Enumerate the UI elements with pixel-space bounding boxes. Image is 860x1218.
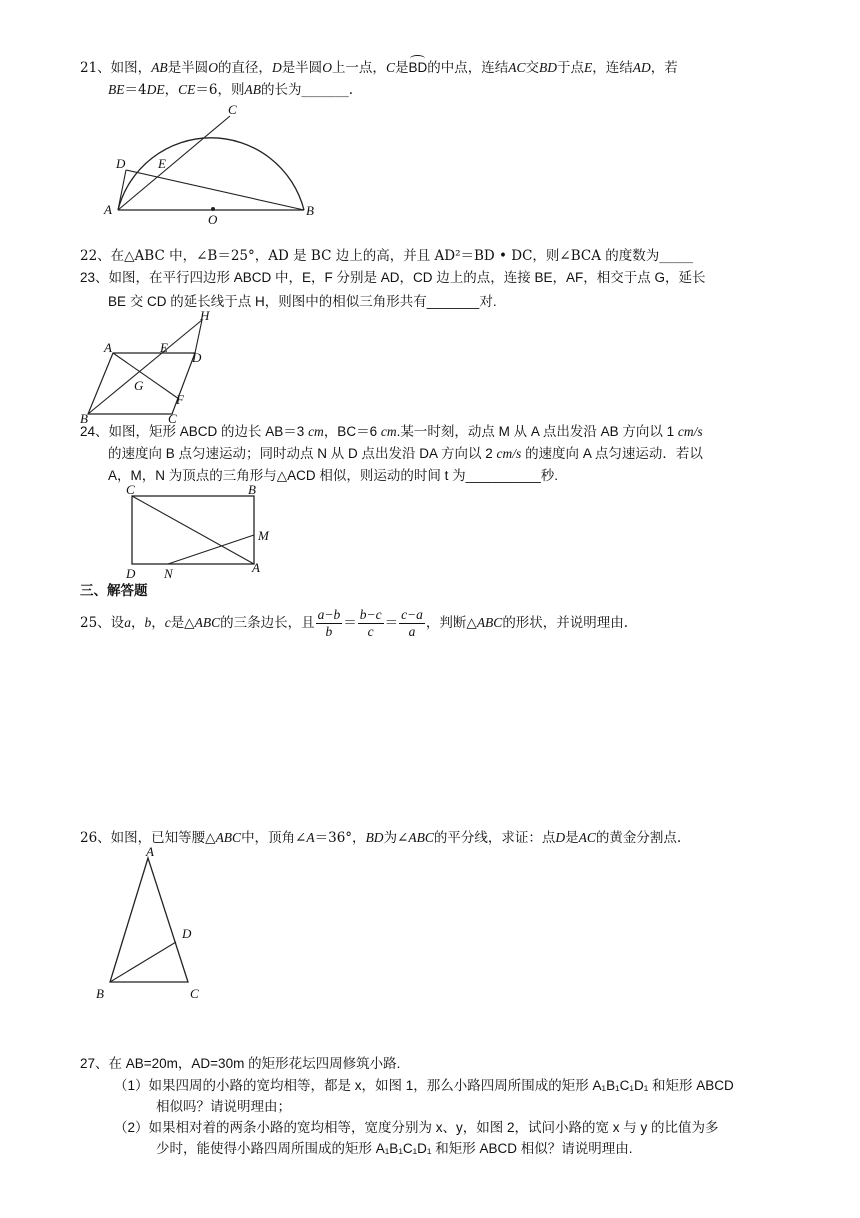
label-d: D [182, 926, 192, 941]
var: D [555, 830, 566, 845]
label-c: C [126, 482, 135, 497]
q21-line1 [80, 58, 678, 78]
q25-text: 的三条边长，且 [220, 615, 315, 631]
q25-line [80, 606, 628, 640]
q27-line1: 27、在 AB=20m，AD=30m 的矩形花坛四周修筑小路. [80, 1056, 401, 1071]
label-m: M [258, 528, 269, 543]
q25-text: 是△ [170, 615, 195, 631]
q21-text: 交 [525, 60, 539, 76]
label-b: B [306, 203, 314, 218]
q23-line1: 23、如图，在平行四边形 ABCD 中，E，F 分别是 AD，CD 边上的点，连接 BE，AF，相交于点 G，延长 [80, 270, 706, 285]
var: A [306, 830, 315, 845]
q25-text: 25、设 [80, 615, 125, 631]
fraction-3 [399, 607, 425, 640]
q25-text: 的形状，并说明理由. [502, 615, 629, 631]
segment-af [113, 353, 179, 399]
fraction-numerator: c−a [401, 607, 423, 622]
var: AB [244, 82, 261, 97]
label-a: A [104, 202, 112, 217]
q27-part2-line1: （2）如果相对着的两条小路的宽均相等，宽度分别为 x、y，如图 2，试问小路的宽 x 与 y 的比值为多 [114, 1120, 719, 1135]
q27-part2-line2: 少时，能使得小路四周所围成的矩形 A₁B₁C₁D₁ 和矩形 ABCD 相似？请说明理由. [156, 1141, 633, 1156]
unit: cm [308, 424, 324, 439]
fraction-denominator: b [325, 624, 333, 639]
q21-text: ＝4 [124, 82, 147, 98]
var: a [124, 615, 131, 630]
q26-text: 26、如图，已知等腰△ [80, 830, 216, 846]
label-b: B [248, 482, 256, 497]
var: b [144, 615, 152, 630]
q21-text: 上一点， [331, 60, 386, 76]
q26-text: 的黄金分割点. [595, 830, 682, 846]
var: ABC [408, 830, 434, 845]
var: ABC [476, 615, 503, 630]
segment-nm [168, 535, 254, 564]
var: BE [108, 82, 125, 97]
center-o-point [211, 207, 215, 211]
fraction-denominator: a [408, 624, 416, 639]
q27-part1-line2: 相似吗？请说明理由； [156, 1099, 291, 1114]
q25-text: ，判断△ [425, 615, 477, 631]
arc-bd: BD [408, 58, 427, 78]
q26-text: 是 [565, 830, 579, 846]
label-a: A [104, 340, 112, 355]
equals-sign: ＝ [384, 615, 399, 631]
q25-text: ， [151, 615, 165, 631]
diagonal-ca [132, 496, 254, 564]
fraction-denominator: c [367, 624, 374, 639]
var: BD [365, 830, 384, 845]
q21-text: 的长为_______. [260, 82, 353, 98]
var: AC [578, 830, 596, 845]
label-a: A [252, 560, 260, 575]
q21-text: 是半圆 [281, 60, 323, 76]
segment-bd [126, 170, 304, 210]
var: AB [151, 60, 168, 75]
label-c: C [190, 986, 199, 1001]
unit: cm [380, 424, 397, 439]
q21-text: 是 [394, 60, 409, 76]
q24-text: 24、如图，矩形 ABCD 的边长 AB＝3 [80, 424, 305, 439]
label-b: B [96, 986, 104, 1001]
unit: cm/s [677, 424, 703, 439]
label-c: C [168, 411, 177, 426]
q21-text: ＝6，则 [195, 82, 245, 98]
fraction-1 [316, 607, 343, 640]
unit: cm/s [496, 446, 522, 461]
label-a: A [146, 844, 154, 859]
q24-text: 的速度向 A 点匀速运动．若以 [525, 446, 703, 461]
var: BD [538, 60, 557, 75]
var: C [385, 60, 395, 75]
var: ABC [215, 830, 242, 845]
q24-rectangle-figure [120, 482, 280, 582]
label-h: H [200, 308, 210, 323]
label-f: F [176, 392, 184, 407]
label-e: E [160, 340, 168, 355]
fraction-2 [358, 607, 384, 640]
label-d: D [126, 566, 136, 581]
label-c: C [228, 102, 237, 117]
q21-text: 的中点，连结 [427, 60, 509, 76]
q26-triangle-figure [92, 842, 212, 1004]
var: E [583, 60, 593, 75]
q21-text: ，若 [650, 60, 678, 76]
q21-text: 于点 [556, 60, 584, 76]
q21-text: 的直径， [217, 60, 272, 76]
fraction-numerator: a−b [317, 607, 341, 622]
segment-ac [118, 116, 230, 210]
q21-text: ，连结 [592, 60, 633, 76]
section-heading: 三、解答题 [80, 583, 148, 599]
q21-line2 [108, 80, 353, 100]
label-e: E [158, 156, 166, 171]
q26-text: 的平分线，求证：点 [433, 830, 556, 846]
segment-bh [88, 320, 202, 414]
semicircle-arc [118, 138, 304, 210]
label-g: G [134, 378, 144, 393]
label-o: O [208, 212, 218, 227]
q24-line1 [80, 422, 703, 442]
q21-text: 是半圆 [167, 60, 209, 76]
var: CE [178, 82, 196, 97]
var: ABC [194, 615, 221, 630]
var: DE [146, 82, 165, 97]
q27-part1-line1: （1）如果四周的小路的宽均相等，都是 x，如图 1，那么小路四周所围成的矩形 A₁B₁C₁D₁ 和矩形 ABCD [114, 1078, 734, 1093]
q24-text: .某一时刻，动点 M 从 A 点出发沿 AB 方向以 1 [396, 424, 675, 439]
var: AD [632, 60, 651, 75]
q21-text: 21、如图， [80, 60, 152, 76]
q25-text: ， [130, 615, 145, 631]
q26-text: 为∠ [383, 830, 409, 846]
q24-text: ，BC＝6 [323, 424, 378, 439]
q23-line2: BE 交 CD 的延长线于点 H，则图中的相似三角形共有_______对. [108, 294, 497, 309]
var: O [322, 60, 332, 75]
q24-line3: A，M，N 为顶点的三角形与△ACD 相似，则运动的时间 t 为__________秒. [108, 468, 558, 483]
q22-line: 22、在△ABC 中，∠B＝25°，AD 是 BC 边上的高，并且 AD²＝BD • DC，则∠BCA 的度数为_____ [80, 248, 694, 264]
label-d: D [116, 156, 126, 171]
fraction-numerator: b−c [359, 607, 382, 622]
q26-text: 中，顶角∠ [241, 830, 307, 846]
var: D [271, 60, 282, 75]
triangle-abc [110, 858, 188, 982]
var: O [208, 60, 218, 75]
var: AC [508, 60, 526, 75]
q21-text: ， [164, 82, 179, 98]
q23-parallelogram-figure [80, 308, 220, 426]
q21-semicircle-figure [100, 100, 330, 225]
q24-text: 的速度向 B 点匀速运动；同时动点 N 从 D 点出发沿 DA 方向以 2 [108, 446, 493, 461]
var: c [164, 615, 171, 630]
equals-sign: ＝ [343, 615, 357, 631]
label-n: N [164, 566, 173, 581]
q24-line2 [108, 444, 703, 464]
q26-text: ＝36°， [314, 830, 366, 846]
label-d: D [192, 350, 202, 365]
label-b: B [80, 411, 88, 426]
